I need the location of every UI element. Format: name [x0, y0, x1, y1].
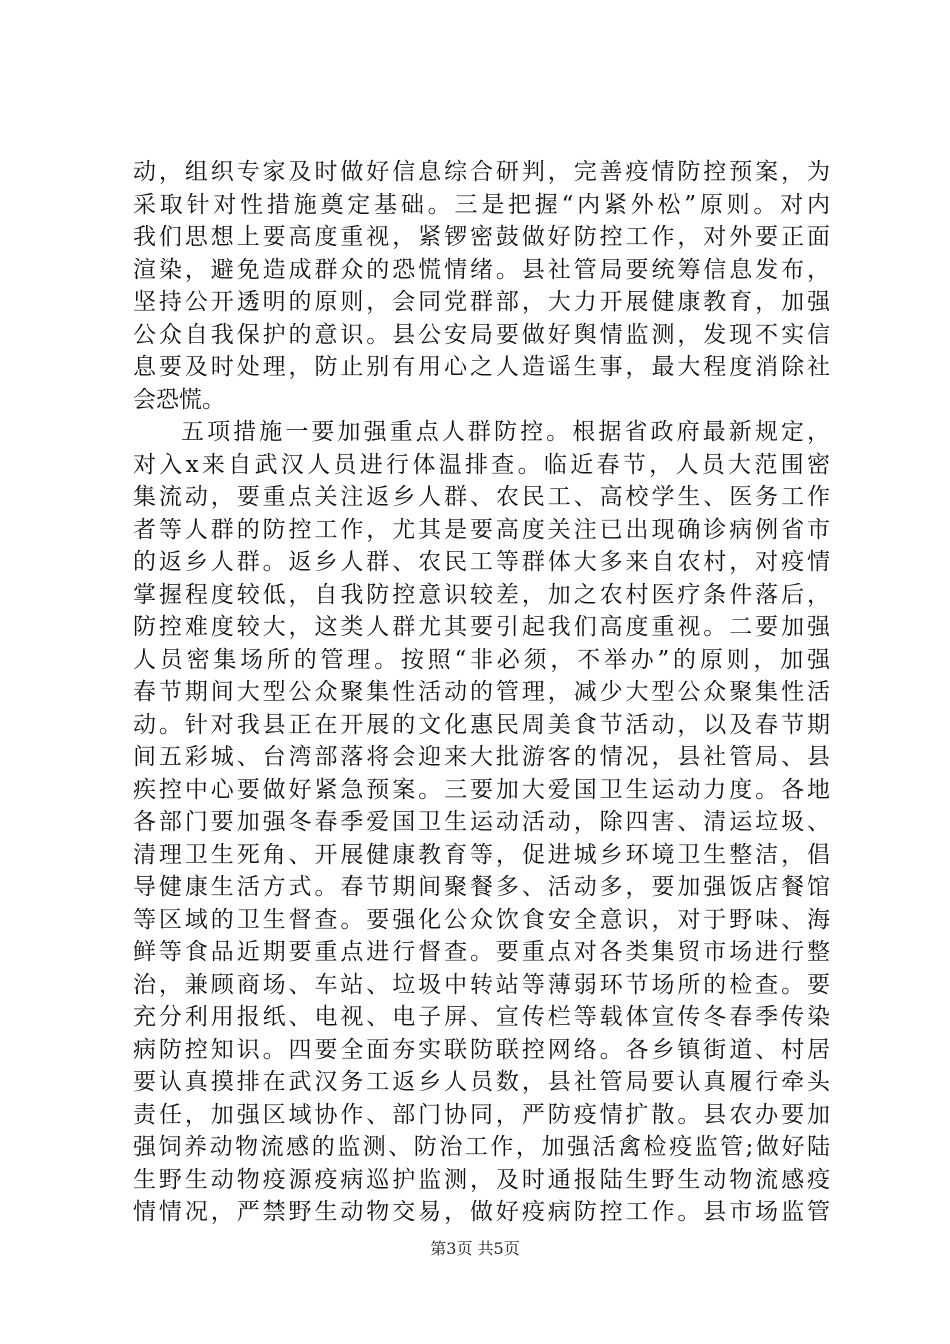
text-line: 公众自我保护的意识。县公安局要做好舆情监测，发现不实信: [133, 321, 830, 348]
text-line: 春节期间大型公众聚集性活动的管理，减少大型公众聚集性活: [133, 679, 830, 705]
text-line: 疾控中心要做好紧急预案。三要加大爱国卫生运动力度。各地: [133, 776, 830, 803]
text-line: 各部门要加强冬春季爱国卫生运动活动，除四害、清运垃圾、: [133, 809, 830, 835]
text-line: 集流动，要重点关注返乡人群、农民工、高校学生、医务工作: [133, 484, 830, 510]
document-body: [133, 156, 830, 1229]
text-line: 的返乡人群。返乡人群、农民工等群体大多来自农村，对疫情: [133, 549, 830, 575]
text-line: 鲜等食品近期要重点进行督查。要重点对各类集贸市场进行整: [133, 939, 830, 965]
text-line: 我们思想上要高度重视，紧锣密鼓做好防控工作，对外要正面: [133, 224, 830, 250]
text-line: 动。针对我县正在开展的文化惠民周美食节活动，以及春节期: [133, 711, 830, 738]
text-line: 息要及时处理，防止别有用心之人造谣生事，最大程度消除社: [133, 354, 830, 380]
text-line: 会恐慌。: [133, 386, 225, 413]
text-line: 治，兼顾商场、车站、垃圾中转站等薄弱环节场所的检查。要: [133, 971, 830, 998]
paragraph-first-line: 五项措施一要加强重点人群防控。根据省政府最新规定，: [181, 419, 830, 445]
text-line: 掌握程度较低，自我防控意识较差，加之农村医疗条件落后，: [133, 581, 830, 608]
text-line: 间五彩城、台湾部落将会迎来大批游客的情况，县社管局、县: [133, 744, 830, 770]
text-line: 导健康生活方式。春节期间聚餐多、活动多，要加强饭店餐馆: [133, 874, 830, 900]
text-line: 要认真摸排在武汉务工返乡人员数，县社管局要认真履行牵头: [133, 1069, 830, 1095]
text-line: 病防控知识。四要全面夯实联防联控网络。各乡镇街道、村居: [133, 1036, 830, 1063]
text-line: 坚持公开透明的原则，会同党群部，大力开展健康教育，加强: [133, 289, 830, 315]
text-line: 人员密集场所的管理。按照“非必须，不举办”的原则，加强: [133, 646, 830, 673]
text-line: 等区域的卫生督查。要强化公众饮食安全意识，对于野味、海: [133, 906, 830, 933]
text-line: 清理卫生死角、开展健康教育等，促进城乡环境卫生整洁，倡: [133, 841, 830, 868]
text-line: 强饲养动物流感的监测、防治工作，加强活禽检疫监管;做好陆: [133, 1134, 830, 1160]
text-line: 情情况，严禁野生动物交易，做好疫病防控工作。县市场监管: [133, 1199, 830, 1225]
text-line: 责任，加强区域协作、部门协同，严防疫情扩散。县农办要加: [133, 1101, 830, 1128]
text-line: 采取针对性措施奠定基础。三是把握“内紧外松”原则。对内: [133, 191, 830, 218]
text-line: 生野生动物疫源疫病巡护监测，及时通报陆生野生动物流感疫: [133, 1166, 830, 1193]
page-number-footer: 第3页 共5页: [430, 1239, 520, 1258]
text-line: 防控难度较大，这类人群尤其要引起我们高度重视。二要加强: [133, 614, 830, 640]
text-line: 充分利用报纸、电视、电子屏、宣传栏等载体宣传冬春季传染: [133, 1004, 830, 1030]
text-line: 动，组织专家及时做好信息综合研判，完善疫情防控预案，为: [133, 159, 830, 185]
text-line: 渲染，避免造成群众的恐慌情绪。县社管局要统筹信息发布，: [133, 256, 830, 283]
text-line: 对入x来自武汉人员进行体温排查。临近春节，人员大范围密: [133, 451, 830, 478]
text-line: 者等人群的防控工作，尤其是要高度关注已出现确诊病例省市: [133, 516, 830, 543]
